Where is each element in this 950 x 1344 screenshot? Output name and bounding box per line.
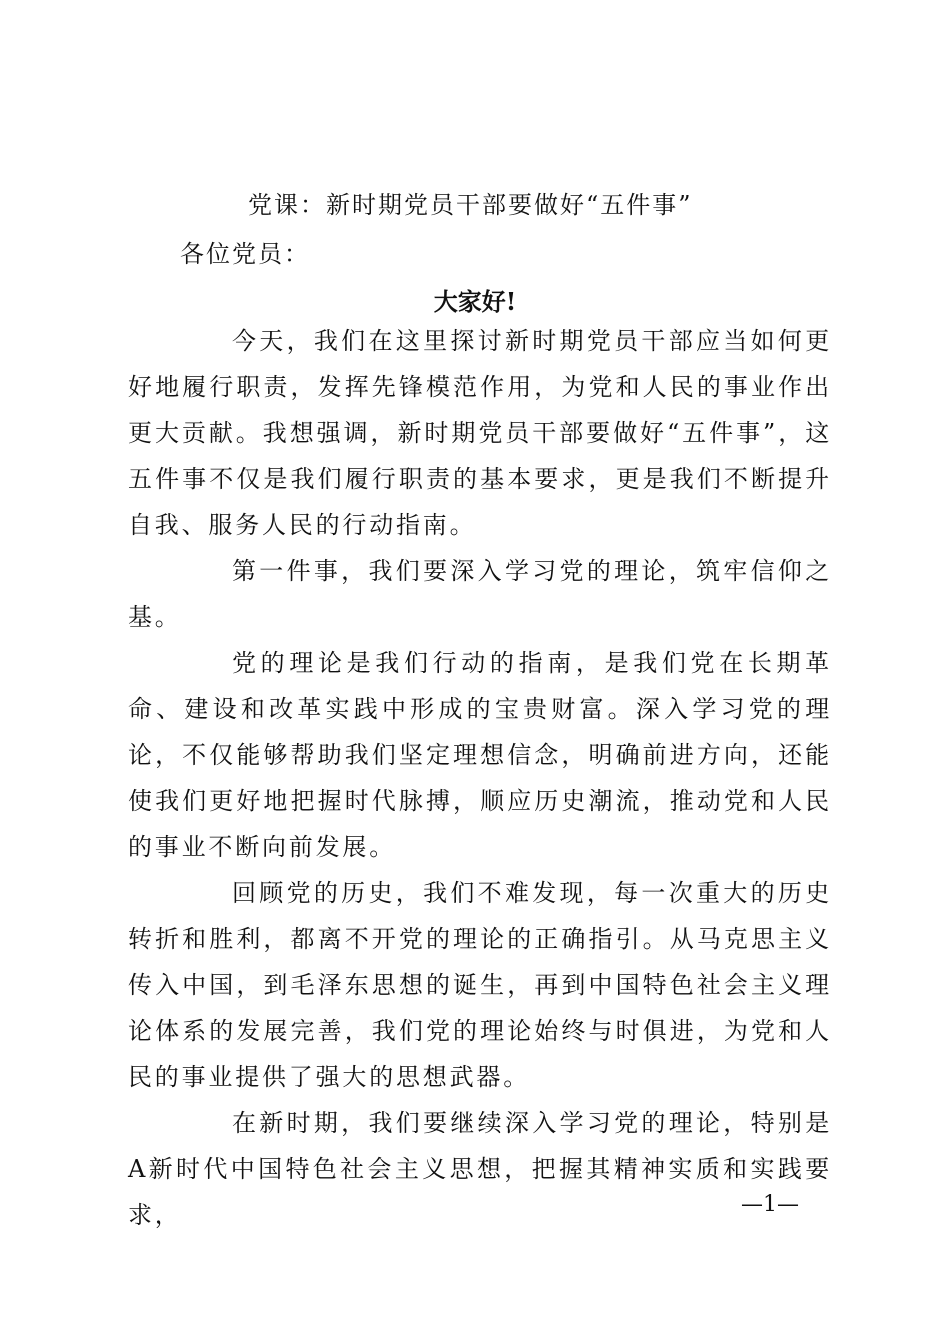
- page-number: —1—: [741, 1192, 799, 1217]
- salutation: 各位党员：: [180, 240, 310, 268]
- greeting: 大家好!: [433, 287, 517, 316]
- document-title: 党课：新时期党员干部要做好“五件事”: [248, 191, 693, 219]
- paragraph-theory-guide: 党的理论是我们行动的指南，是我们党在长期革命、建设和改革实践中形成的宝贵财富。深入学习党的理论，不仅能够帮助我们坚定理想信念，明确前进方向，还能使我们更好地把握时代脉搏，顺应历史潮流，推动党和人民的事业不断向前发展。: [128, 649, 832, 861]
- paragraph-first-item: 第一件事，我们要深入学习党的理论，筑牢信仰之基。: [128, 557, 832, 631]
- body-text: [128, 318, 832, 1238]
- paragraph-history: 回顾党的历史，我们不难发现，每一次重大的历史转折和胜利，都离不开党的理论的正确指引。从马克思主义传入中国，到毛泽东思想的诞生，再到中国特色社会主义理论体系的发展完善，我们党的理论始终与时俱进，为党和人民的事业提供了强大的思想武器。: [128, 879, 832, 1091]
- paragraph-new-era: 在新时期，我们要继续深入学习党的理论，特别是A新时代中国特色社会主义思想，把握其精神实质和实践要求，: [128, 1109, 832, 1229]
- paragraph-intro: 今天，我们在这里探讨新时期党员干部应当如何更好地履行职责，发挥先锋模范作用，为党和人民的事业作出更大贡献。我想强调，新时期党员干部要做好“五件事”，这五件事不仅是我们履行职责的基本要求，更是我们不断提升自我、服务人民的行动指南。: [128, 327, 832, 539]
